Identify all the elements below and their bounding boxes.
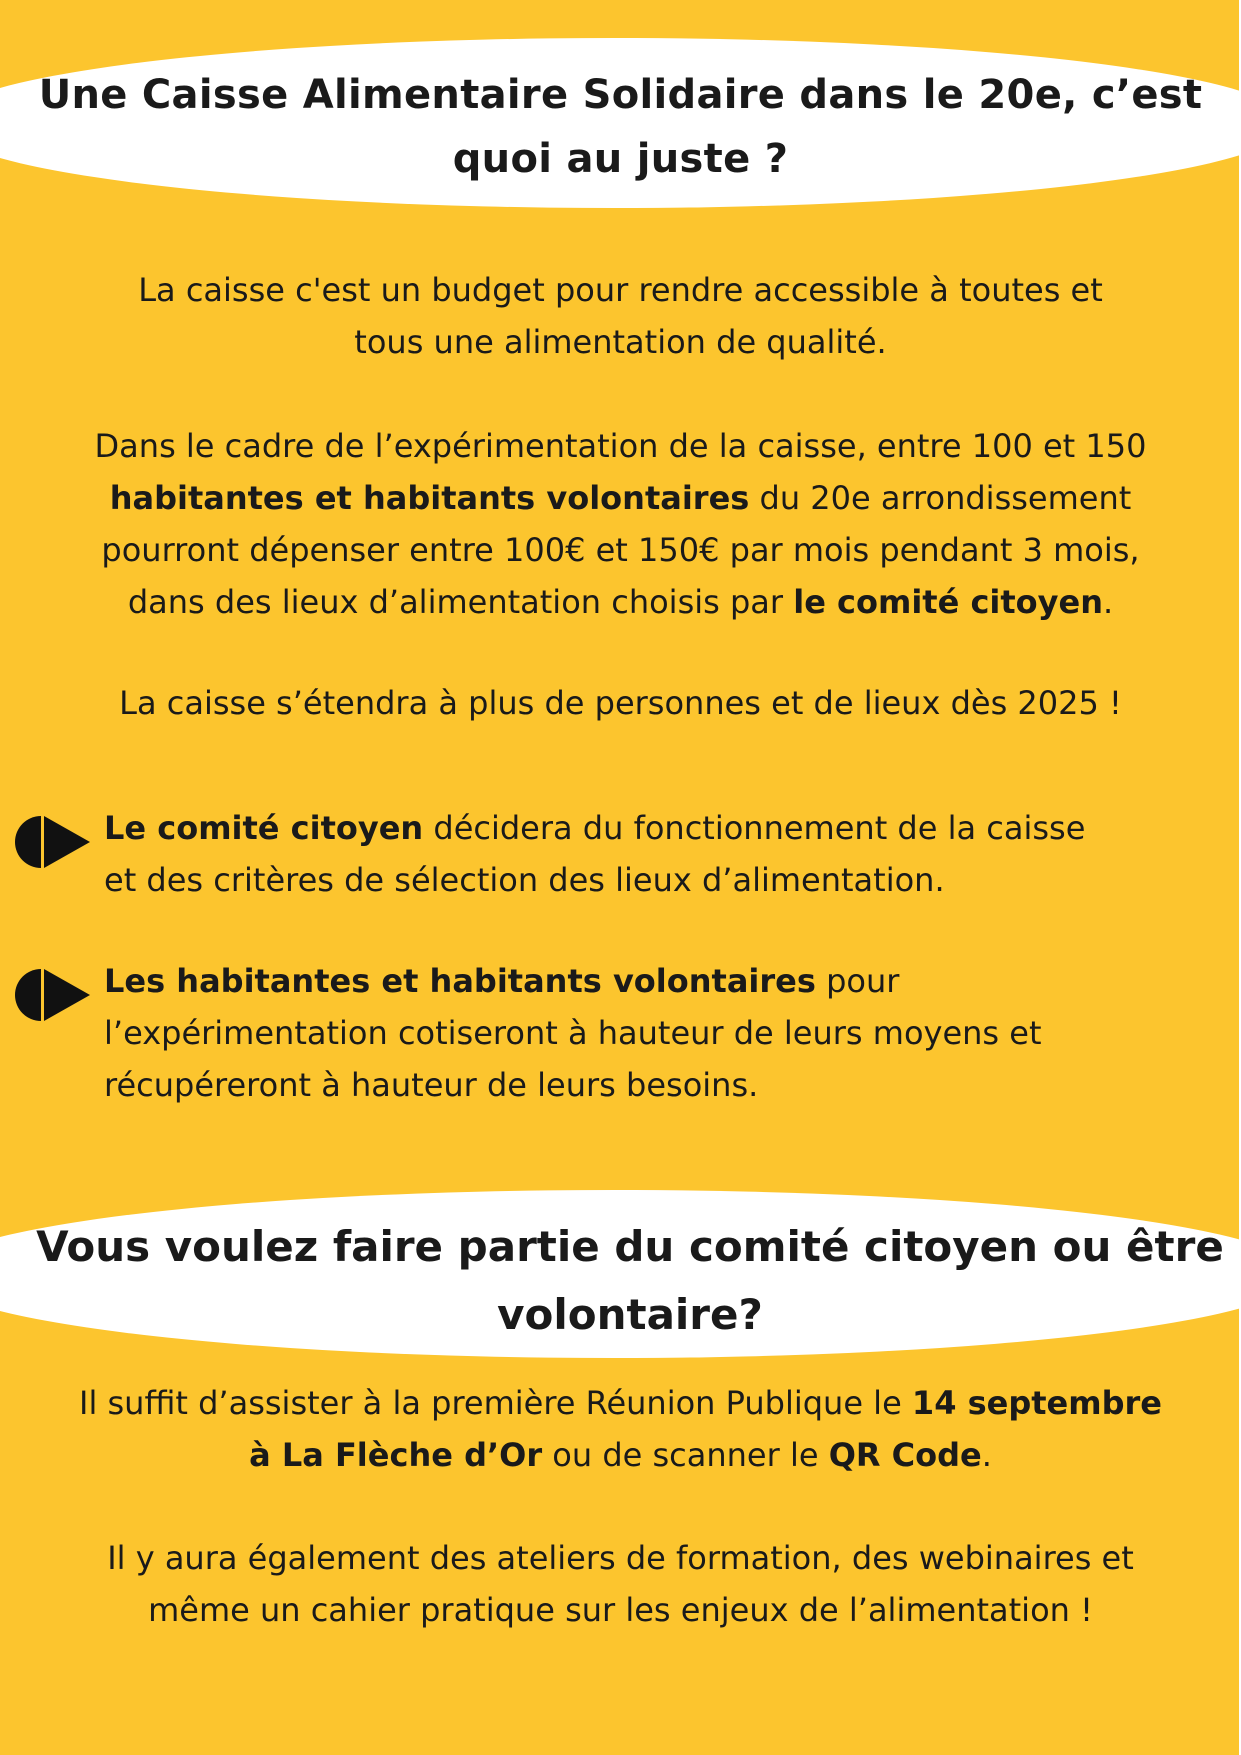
section1-title [0, 63, 1241, 191]
qr-code-emphasis: QR Code [828, 1436, 982, 1474]
date-emphasis: 14 septembre [911, 1384, 1162, 1422]
section2-title-line2: volontaire? [497, 1290, 763, 1339]
bullet-text-volunteers: Les habitantes et habitants volontaires pour l’expérimentation cotiseront à hauteur de leurs moyens et récupéreront à hauteur de leurs besoins. [104, 962, 1042, 1104]
workshops-paragraph: Il y aura également des ateliers de formation, des webinaires et même un cahier pratique sur les enjeux de l’alimentation ! [107, 1539, 1134, 1629]
expansion-paragraph: La caisse s’étendra à plus de personnes et de lieux dès 2025 ! [119, 684, 1122, 722]
volunteers-emphasis: habitantes et habitants volontaires [109, 479, 750, 517]
section1-title-line1: Une Caisse Alimentaire Solidaire dans le 20e, c’est [38, 72, 1203, 118]
half-circle-arrow-icon [14, 965, 94, 1025]
section2-title-line1: Vous voulez faire partie du comité citoyen ou être [36, 1222, 1224, 1271]
meeting-paragraph: Il suffit d’assister à la première Réunion Publique le 14 septembre à La Flèche d’Or ou de scanner le QR Code. [79, 1384, 1162, 1474]
half-circle-arrow-icon [14, 812, 94, 872]
venue-emphasis: à La Flèche d’Or [249, 1436, 543, 1474]
intro-paragraph: La caisse c'est un budget pour rendre accessible à toutes et tous une alimentation de qualité. [138, 271, 1103, 361]
section1-title-line2: quoi au juste ? [452, 136, 789, 182]
committee-emphasis: le comité citoyen [793, 583, 1103, 621]
section2-title [20, 1213, 1240, 1349]
bullet-text-committee: Le comité citoyen décidera du fonctionnement de la caisse et des critères de sélection des lieux d’alimentation. [104, 809, 1086, 899]
experiment-paragraph: Dans le cadre de l’expérimentation de la caisse, entre 100 et 150 habitantes et habitants volontaires du 20e arrondissement pourront dépenser entre 100€ et 150€ par mois pendant 3 mois, dans des lieux d’alimentation choisis par le comité citoyen. [94, 427, 1147, 621]
